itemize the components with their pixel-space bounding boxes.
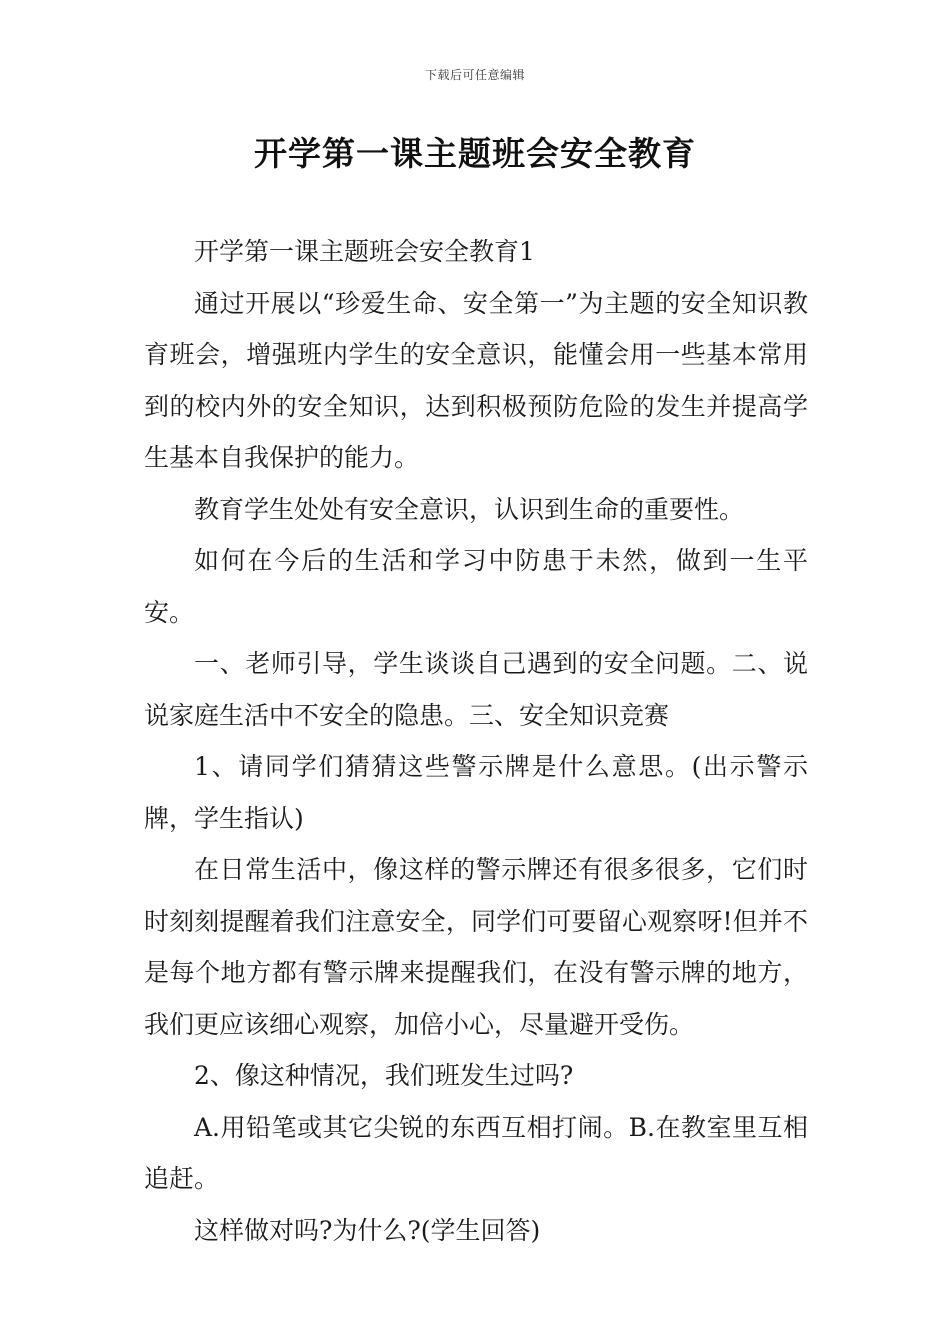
paragraph: 一、老师引导，学生谈谈自己遇到的安全问题。二、说说家庭生活中不安全的隐患。三、安全知识竞赛 — [144, 649, 808, 730]
header-note: 下载后可任意编辑 — [424, 68, 525, 82]
paragraph: 2、像这种情况，我们班发生过吗? — [194, 1061, 574, 1090]
paragraph: 这样做对吗?为什么?(学生回答) — [194, 1215, 541, 1245]
paragraph: 如何在今后的生活和学习中防患于未然，做到一生平安。 — [144, 546, 808, 627]
paragraph: 教育学生处处有安全意识，认识到生命的重要性。 — [194, 494, 745, 524]
document-title: 开学第一课主题班会安全教育 — [254, 134, 696, 173]
document-body — [144, 226, 808, 1256]
paragraph: A.用铅笔或其它尖锐的东西互相打闹。B.在教室里互相追赶。 — [144, 1112, 808, 1193]
paragraph: 1、请同学们猜猜这些警示牌是什么意思。(出示警示牌，学生指认) — [144, 752, 808, 833]
paragraph: 在日常生活中，像这样的警示牌还有很多很多，它们时时刻刻提醒着我们注意安全，同学们可要留心观察呀!但并不是每个地方都有警示牌来提醒我们，在没有警示牌的地方，我们更应该细心观察，加倍小心，尽量避开受伤。 — [144, 855, 808, 1039]
section-heading: 开学第一课主题班会安全教育1 — [194, 237, 535, 266]
paragraph: 通过开展以“珍爱生命、安全第一”为主题的安全知识教育班会，增强班内学生的安全意识，能懂会用一些基本常用到的校内外的安全知识，达到积极预防危险的发生并提高学生基本自我保护的能力。 — [144, 288, 808, 472]
